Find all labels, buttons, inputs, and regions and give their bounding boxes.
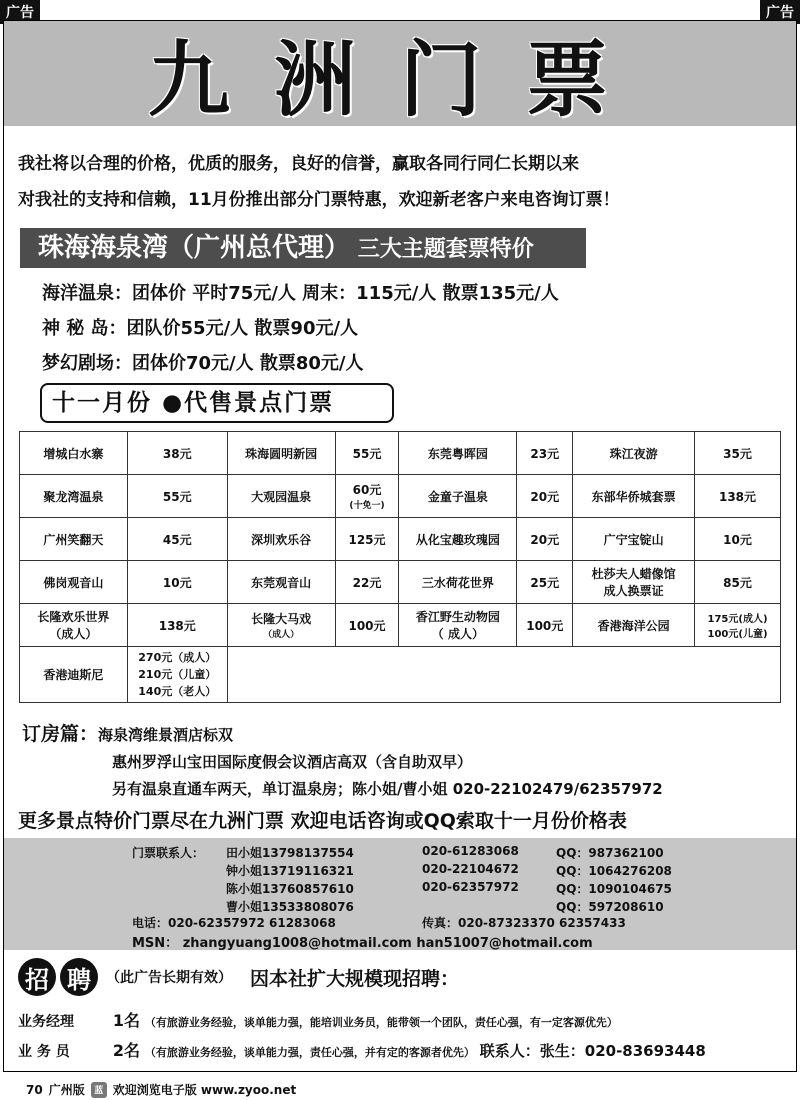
ticket-name <box>227 604 335 647</box>
ticket-price <box>695 604 781 647</box>
recruit-section <box>18 958 788 1060</box>
ticket-price-child: 210元（儿童） <box>138 668 217 681</box>
contact-band <box>4 838 796 950</box>
contact-qq: QQ：597208610 <box>556 900 664 914</box>
ticket-name: 广宁宝锭山 <box>573 518 695 561</box>
ticket-price <box>335 475 399 518</box>
package-prices <box>42 276 559 381</box>
hotel-line-3: 另有温泉直通车两天，单订温泉房；陈小姐/曹小姐 020-22102479/62357972 <box>112 780 663 798</box>
ticket-name: 增城白水寨 <box>20 432 128 475</box>
ticket-price: 23元 <box>517 432 573 475</box>
ticket-price: 38元 <box>127 432 227 475</box>
footer-website: 欢迎浏览电子版 www.zyoo.net <box>112 1083 297 1097</box>
page-title: 九洲门票 <box>147 33 652 128</box>
recruit-detail: （有旅游业务经验，谈单能力强，能培训业务员，能带领一个团队，责任心强，有一定客源优先） <box>144 1016 618 1029</box>
recruit-count: 1名 <box>112 1011 141 1030</box>
hotel-section <box>22 721 663 803</box>
ad-label-right: 广告 <box>760 0 800 24</box>
hotel-line-2: 惠州罗浮山宝田国际度假会议酒店高双（含自助双早） <box>112 753 473 771</box>
ticket-name-note: （ 成人） <box>431 627 484 641</box>
publication-logo-icon: 蓝 <box>91 1082 107 1098</box>
table-row <box>20 518 781 561</box>
ticket-price: 10元 <box>127 561 227 604</box>
ticket-price-adult: 270元（成人） <box>138 651 217 664</box>
contact-phone: 电话：020-62357972 61283068 <box>132 916 336 930</box>
ticket-price: 35元 <box>695 432 781 475</box>
promo-subtitle: 三大主题套票特价 <box>357 237 534 262</box>
ticket-price: 125元 <box>335 518 399 561</box>
contact-name: 田小姐13798137554 <box>226 846 354 860</box>
contact-name: 陈小姐13760857610 <box>226 882 354 896</box>
ticket-name: 珠海圆明新园 <box>227 432 335 475</box>
ticket-price: 10元 <box>695 518 781 561</box>
table-row <box>20 561 781 604</box>
recruit-headline: 因本社扩大规模现招聘： <box>250 967 460 990</box>
ticket-price-value: 60元 <box>352 483 382 497</box>
ticket-price: 138元 <box>695 475 781 518</box>
ticket-price-note: (十免一) <box>349 501 385 511</box>
ticket-price-senior: 140元（老人） <box>138 685 217 698</box>
ticket-name-line: 杜莎夫人蜡像馆 <box>591 567 676 581</box>
recruit-row <box>18 1038 706 1061</box>
contact-qq: QQ：1064276208 <box>556 864 672 878</box>
ticket-name: 香港迪斯尼 <box>20 647 128 703</box>
november-heading: 十一月份 ●代售景点门票 <box>40 383 394 423</box>
ticket-name: 东部华侨城套票 <box>573 475 695 518</box>
ticket-price: 22元 <box>335 561 399 604</box>
ticket-price: 55元 <box>127 475 227 518</box>
price-ocean-spa: 海洋温泉：团体价 平时75元/人 周末：115元/人 散票135元/人 <box>42 283 559 304</box>
recruit-detail: （有旅游业务经验，谈单能力强，责任心强，并有定的客源者优先） <box>144 1046 475 1059</box>
ticket-price: 138元 <box>127 604 227 647</box>
recruit-role: 业务经理 <box>18 1014 74 1030</box>
price-mystery-island: 神 秘 岛：团队价55元/人 散票90元/人 <box>42 318 359 339</box>
intro-line-1: 我社将以合理的价格，优质的服务，良好的信誉，赢取各同行同仁长期以来 <box>18 154 579 174</box>
ticket-name-line: 香江野生动物园 <box>415 610 500 624</box>
intro-line-2: 对我社的支持和信赖，11月份推出部分门票特惠，欢迎新老客户来电咨询订票！ <box>18 190 620 210</box>
page-footer <box>26 1081 296 1098</box>
page-number: 70 <box>26 1082 43 1097</box>
contact-label: 门票联系人： <box>132 846 205 860</box>
empty-cell <box>227 647 780 703</box>
table-row <box>20 432 781 475</box>
ad-label-left: 广告 <box>0 0 40 24</box>
ticket-name: 珠江夜游 <box>573 432 695 475</box>
ticket-price: 100元 <box>517 604 573 647</box>
contact-name: 曹小姐13533808076 <box>226 900 354 914</box>
ticket-name-note: （成人） <box>49 627 98 641</box>
ticket-name: 东莞粤晖园 <box>399 432 517 475</box>
ticket-name: 深圳欢乐谷 <box>227 518 335 561</box>
contact-qq: QQ：987362100 <box>556 846 664 860</box>
title-band <box>4 21 796 126</box>
ticket-name-note: 成人换票证 <box>603 584 664 598</box>
contact-qq: QQ：1090104675 <box>556 882 672 896</box>
contact-fax: 传真：020-87323370 62357433 <box>422 916 626 930</box>
ticket-name-line: 长隆大马戏 <box>251 612 312 626</box>
ticket-name: 大观园温泉 <box>227 475 335 518</box>
ticket-price <box>127 647 227 703</box>
ticket-price: 45元 <box>127 518 227 561</box>
promo-title: 珠海海泉湾（广州总代理） <box>38 233 351 263</box>
recruit-count: 2名 <box>112 1041 141 1060</box>
ticket-price-child: 100元(儿童) <box>707 629 768 640</box>
intro-text <box>18 146 786 218</box>
promo-bar <box>20 228 586 268</box>
ticket-price: 20元 <box>517 475 573 518</box>
table-row <box>20 647 781 703</box>
price-dream-theater: 梦幻剧场：团体价70元/人 散票80元/人 <box>42 353 364 374</box>
ticket-name <box>20 604 128 647</box>
ticket-name-line: 长隆欢乐世界 <box>37 610 110 624</box>
recruit-row <box>18 1008 618 1031</box>
ticket-name: 香港海洋公园 <box>573 604 695 647</box>
ticket-price-adult: 175元(成人) <box>707 614 768 625</box>
hotel-line-1: 海泉湾维景酒店标双 <box>98 726 234 744</box>
ticket-name <box>573 561 695 604</box>
more-tickets-line: 更多景点特价门票尽在九洲门票 欢迎电话咨询或QQ索取十一月份价格表 <box>18 810 627 832</box>
ticket-price: 55元 <box>335 432 399 475</box>
recruit-contact: 联系人：张生：020-83693448 <box>479 1042 706 1060</box>
recruit-note: （此广告长期有效） <box>106 970 232 986</box>
ticket-name-note: （成人） <box>263 630 300 640</box>
contact-msn: MSN： zhangyuang1008@hotmail.com han51007@hotmail.com <box>132 936 593 951</box>
ticket-name <box>399 604 517 647</box>
ticket-table <box>19 431 781 703</box>
edition-label: 广州版 <box>48 1083 85 1097</box>
contact-tel: 020-22104672 <box>422 862 519 876</box>
table-row <box>20 475 781 518</box>
ticket-price: 85元 <box>695 561 781 604</box>
ticket-name: 三水荷花世界 <box>399 561 517 604</box>
ticket-name: 佛岗观音山 <box>20 561 128 604</box>
recruit-role: 业 务 员 <box>18 1044 70 1060</box>
ticket-name: 从化宝趣玫瑰园 <box>399 518 517 561</box>
ticket-name: 东莞观音山 <box>227 561 335 604</box>
contact-tel: 020-61283068 <box>422 844 519 858</box>
ticket-price: 20元 <box>517 518 573 561</box>
ticket-price: 100元 <box>335 604 399 647</box>
ticket-price: 25元 <box>517 561 573 604</box>
table-row <box>20 604 781 647</box>
contact-name: 钟小姐13719116321 <box>226 864 354 878</box>
recruit-badge-2: 聘 <box>60 958 98 996</box>
hotel-label: 订房篇： <box>22 723 99 745</box>
contact-tel: 020-62357972 <box>422 880 519 894</box>
ticket-name: 金童子温泉 <box>399 475 517 518</box>
ticket-name: 聚龙湾温泉 <box>20 475 128 518</box>
recruit-badge-1: 招 <box>18 958 56 996</box>
ticket-name: 广州笑翻天 <box>20 518 128 561</box>
